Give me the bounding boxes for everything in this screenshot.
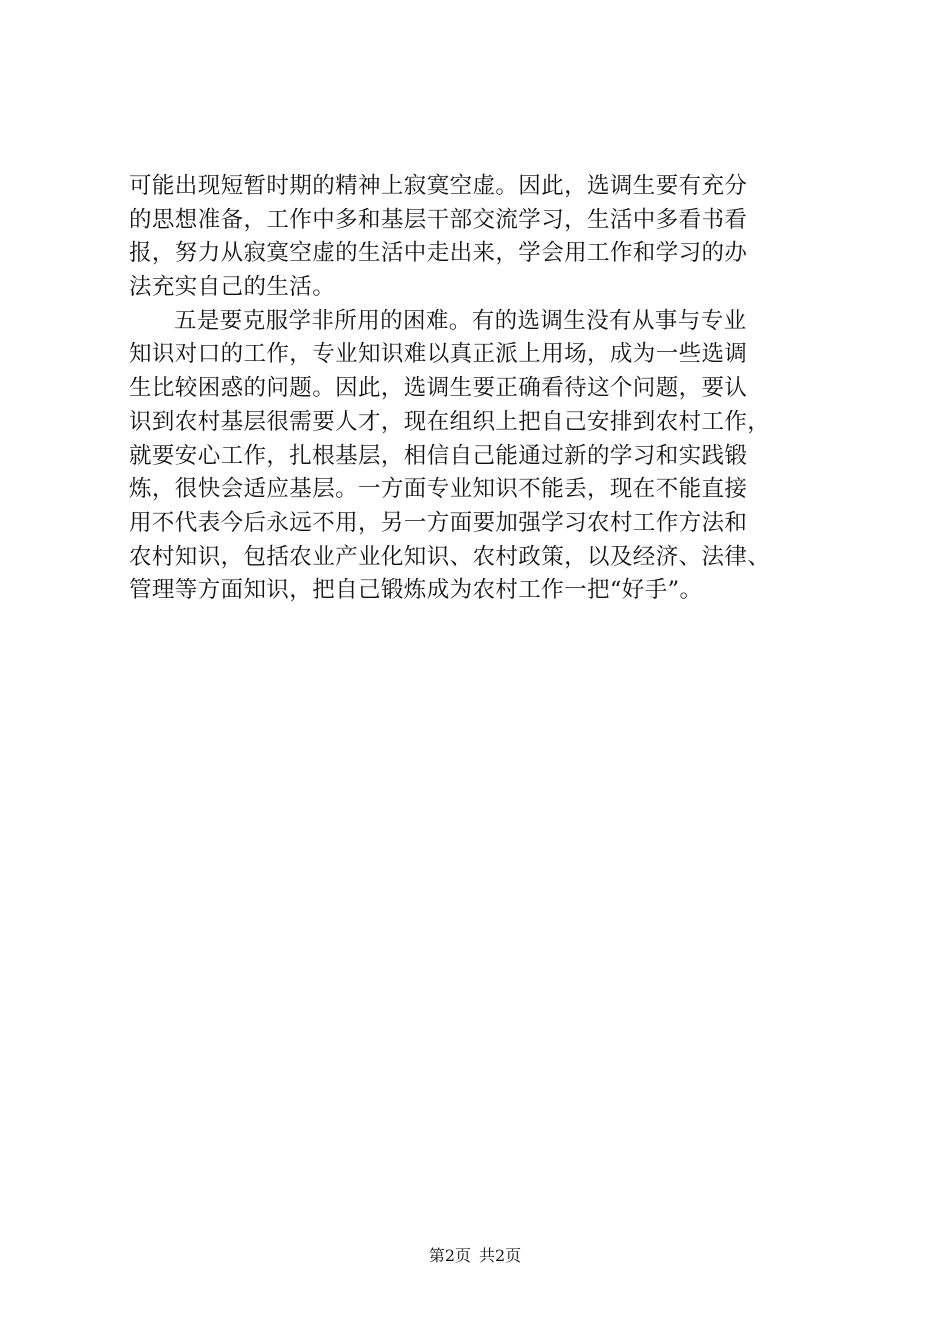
document-body <box>129 170 849 608</box>
page-footer <box>0 1246 950 1266</box>
text-line: 就要安心工作，扎根基层，相信自己能通过新的学习和实践锻 <box>129 442 748 469</box>
text-line: 法充实自己的生活。 <box>129 274 336 301</box>
paragraph-first-line: 五是要克服学非所用的困难。有的选调生没有从事与专业 <box>174 307 747 334</box>
text-line: 识到农村基层很需要人才，现在组织上把自己安排到农村工作， <box>129 408 771 435</box>
text-line: 农村知识，包括农业产业化知识、农村政策，以及经济、法律、 <box>129 543 771 570</box>
text-line: 生比较困惑的问题。因此，选调生要正确看待这个问题，要认 <box>129 375 748 402</box>
text-line: 知识对口的工作，专业知识难以真正派上用场，成为一些选调 <box>129 341 748 368</box>
text-line: 管理等方面知识，把自己锻炼成为农村工作一把“好手”。 <box>129 577 703 604</box>
page-number: 第2页 <box>428 1246 471 1265</box>
text-line: 炼，很快会适应基层。一方面专业知识不能丢，现在不能直接 <box>129 476 748 503</box>
text-line: 报，努力从寂寞空虚的生活中走出来，学会用工作和学习的办 <box>129 240 748 267</box>
text-line: 可能出现短暂时期的精神上寂寞空虚。因此，选调生要有充分 <box>129 173 748 199</box>
text-line: 的思想准备，工作中多和基层干部交流学习，生活中多看书看 <box>129 206 748 233</box>
page-total: 共2页 <box>479 1246 522 1265</box>
text-line: 用不代表今后永远不用，另一方面要加强学习农村工作方法和 <box>129 509 748 536</box>
